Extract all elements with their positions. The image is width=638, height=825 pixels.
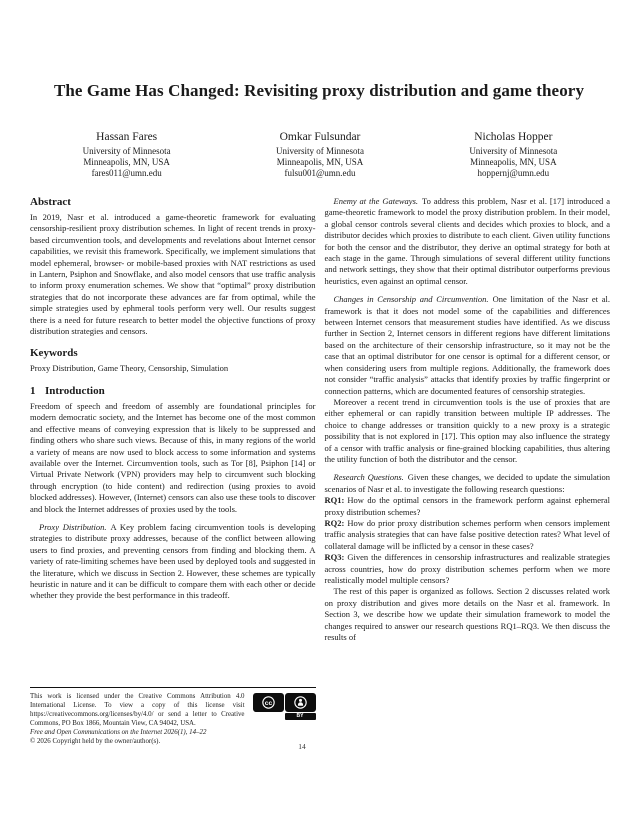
paper-title: The Game Has Changed: Revisiting proxy distribution and game theory (53, 81, 585, 100)
author-location: Minneapolis, MN, USA (470, 157, 557, 167)
author-email: fares011@umn.edu (91, 168, 162, 178)
moreover-paragraph: Moreover a recent trend in circumvention tools is the use of proxies that are either ephemeral or can rapidly transition between multiple IP addresses. The choice to change addresses or transition quickly to a new proxy is a strategic possibility that is not explored in [17]. This option may also influence the strategy of a censor with traffic analysis or fine-grained blocking capabilities, thus altering the utility function of both the distributor and the censor. (324, 396, 610, 464)
by-person-icon (285, 693, 316, 712)
intro-paragraph-1: Freedom of speech and freedom of assembly are foundational principles for modern democratic society, and the Internet has become one of the most common and effective means of conveying expression that is likely to be suppressed and finding others who share such views. Because of this, in many regions of the world a variety of means are now used to block access to some information and systems available over the Internet. Circumvention tools, such as Tor [8], Psiphon [14] or Virtual Private Network (VPN) providers may help to circumvent such blocking through encryption (to hide content) and redirection (using proxies to avoid blocked addresses). However, (Internet) censors can also use these tools to discover and block the Internet addresses of proxies used by the tools. (30, 400, 316, 514)
paragraph-text: To address this problem, Nasr et al. [17] introduced a game-theoretic framework to model the proxy distribution problem. In their model, a global censor controls several clients and decides which proxies to block, and a distributor decides which proxies to distribute to each client. Given utility functions for both the censor and the distributor, they derive an optimal strategy for both at each stage in the game. Through simulations of several different utility functions and network settings, they show that their optimal distributor outperforms previous heuristics, even against an optimal censor. (324, 196, 610, 286)
paragraph-lead: Enemy at the Gateways. (333, 196, 418, 206)
author-3 (417, 130, 610, 179)
paragraph-text: One limitation of the Nasr et al. framework is that it does not model some of the capabilities and differences between Internet censors that measurement studies have identified. As we discuss further in Section 2, Internet censors in different regions have different limitations based on the architecture of their censorship infrastructure, so it may not be the case that an optimal distributor for one censor is optimal for a different censor, or when considering users from multiple regions. Additionally, the framework does not consider “traffic analysis” attacks that identify proxies by traffic fingerprint or connection patterns, which are documented features of censorship strategies. (324, 294, 611, 396)
introduction-heading (30, 385, 316, 398)
author-1 (30, 130, 223, 179)
column-right (325, 196, 611, 746)
author-name: Hassan Fares (96, 131, 158, 143)
rq2-item (325, 518, 611, 552)
keywords-heading: Keywords (30, 347, 78, 360)
cc-by-badge (250, 693, 316, 720)
author-affiliation: University of Minnesota (275, 146, 364, 156)
rq1-text: How do the optimal censors in the framework perform against ephemeral proxy distribution schemes? (324, 495, 610, 517)
paragraph-lead: Changes in Censorship and Circumvention. (333, 294, 489, 305)
rq3-label: RQ3: (324, 552, 345, 563)
body-columns (30, 196, 610, 746)
rq1-item (325, 495, 611, 518)
rq3-item (325, 552, 611, 586)
author-affiliation: University of Minnesota (82, 146, 171, 156)
author-location: Minneapolis, MN, USA (83, 157, 170, 167)
paragraph-lead: Proxy Distribution. (39, 521, 107, 532)
paragraph-text: A Key problem facing circumvention tools is developing strategies to distribute proxy addresses, because of the conflict between allowing users to find proxies, and preventing censors from finding and blocking them. A variety of rate-limiting schemes have been used by deployed tools and suggested in the literature, which we discuss in Section 2. However, these schemes are typically heuristic in nature and it can be difficult to compare them with each other or decide whether they provide the best performance in this tradeoff. (30, 521, 316, 601)
license-text: This work is licensed under the Creative Commons Attribution 4.0 International License. To view a copy of this license visit https://creativecommons.org/licenses/by/4.0/ or send a letter to Creative Commons, PO Box 1866, Mountain View, CA 94042, USA. (30, 693, 245, 727)
rq1-label: RQ1: (324, 495, 345, 506)
abstract-heading: Abstract (30, 196, 71, 208)
column-left (30, 196, 316, 746)
abstract-text: In 2019, Nasr et al. introduced a game-theoretic framework for evaluating censorship-resilient proxy distribution schemes. In light of recent trends in proxy-based circumvention tools, and developments and revelations about Internet censor capabilities, we revisit this framework. Specifically, we implement simulations that model ephemeral, browser- or mobile-based proxies with NAT restrictions as used in Lantern, Psiphon and Snowflake, and also model censors that use traffic analysis to inform proxy enumeration schemes. We show that “optimal” proxy distribution strategies that do not incorporate these advances are far from optimal, while the simple strategies used by ephmeral tools perform very well. Our results suggest there is a need for future research to better model the objective functions of proxy distribution strategies and censors. (30, 212, 316, 337)
author-location: Minneapolis, MN, USA (276, 157, 364, 167)
by-label: BY (285, 713, 316, 720)
author-name: Omkar Fulsundar (279, 131, 361, 143)
closing-paragraph: The rest of this paper is organized as follows. Section 2 discusses related work on proxy distribution and gives more details on the Nasr et al. framework. In Section 3, we describe how we update their simulation framework to model the changes required to answer our research questions RQ1–RQ3. We then discuss the results of (324, 586, 610, 643)
license-copyright: © 2026 Copyright held by the owner/author(s). (30, 738, 161, 745)
rq2-text: How do prior proxy distribution schemes perform when censors implement traffic analysis strategies that can have false positive detection rates? What level of collateral damage will be inflicted by a censor in these cases? (324, 517, 610, 551)
license-block (30, 687, 316, 746)
paragraph-lead: Research Questions. (333, 472, 404, 483)
author-block (30, 130, 610, 179)
changes-paragraph (325, 294, 611, 397)
cc-icon (253, 693, 284, 712)
enemy-paragraph (325, 196, 611, 287)
research-questions-paragraph (325, 472, 611, 495)
section-title: Introduction (45, 384, 105, 397)
page-number: 14 (298, 742, 306, 751)
proxy-distribution-paragraph (30, 522, 316, 602)
license-venue: Free and Open Communications on the Internet 2026(1), 14–22 (30, 729, 207, 736)
author-2 (223, 130, 416, 179)
author-affiliation: University of Minnesota (469, 146, 558, 156)
section-number: 1 (30, 384, 36, 397)
author-email: fulsu001@umn.edu (284, 168, 356, 178)
author-name: Nicholas Hopper (474, 131, 553, 143)
paragraph-text: Given these changes, we decided to update the simulation scenarios of Nasr et al. to investigate the following research questions: (324, 472, 610, 494)
keywords-text: Proxy Distribution, Game Theory, Censorship, Simulation (30, 363, 229, 374)
rq3-text: Given the differences in censorship infrastructures and realizable strategies across countries, how do proxy distribution schemes perform when we more realistically model multiple censors? (324, 552, 610, 585)
svg-text:cc: cc (264, 699, 272, 707)
author-email: hoppernj@umn.edu (477, 168, 550, 178)
rq2-label: RQ2: (324, 517, 345, 528)
